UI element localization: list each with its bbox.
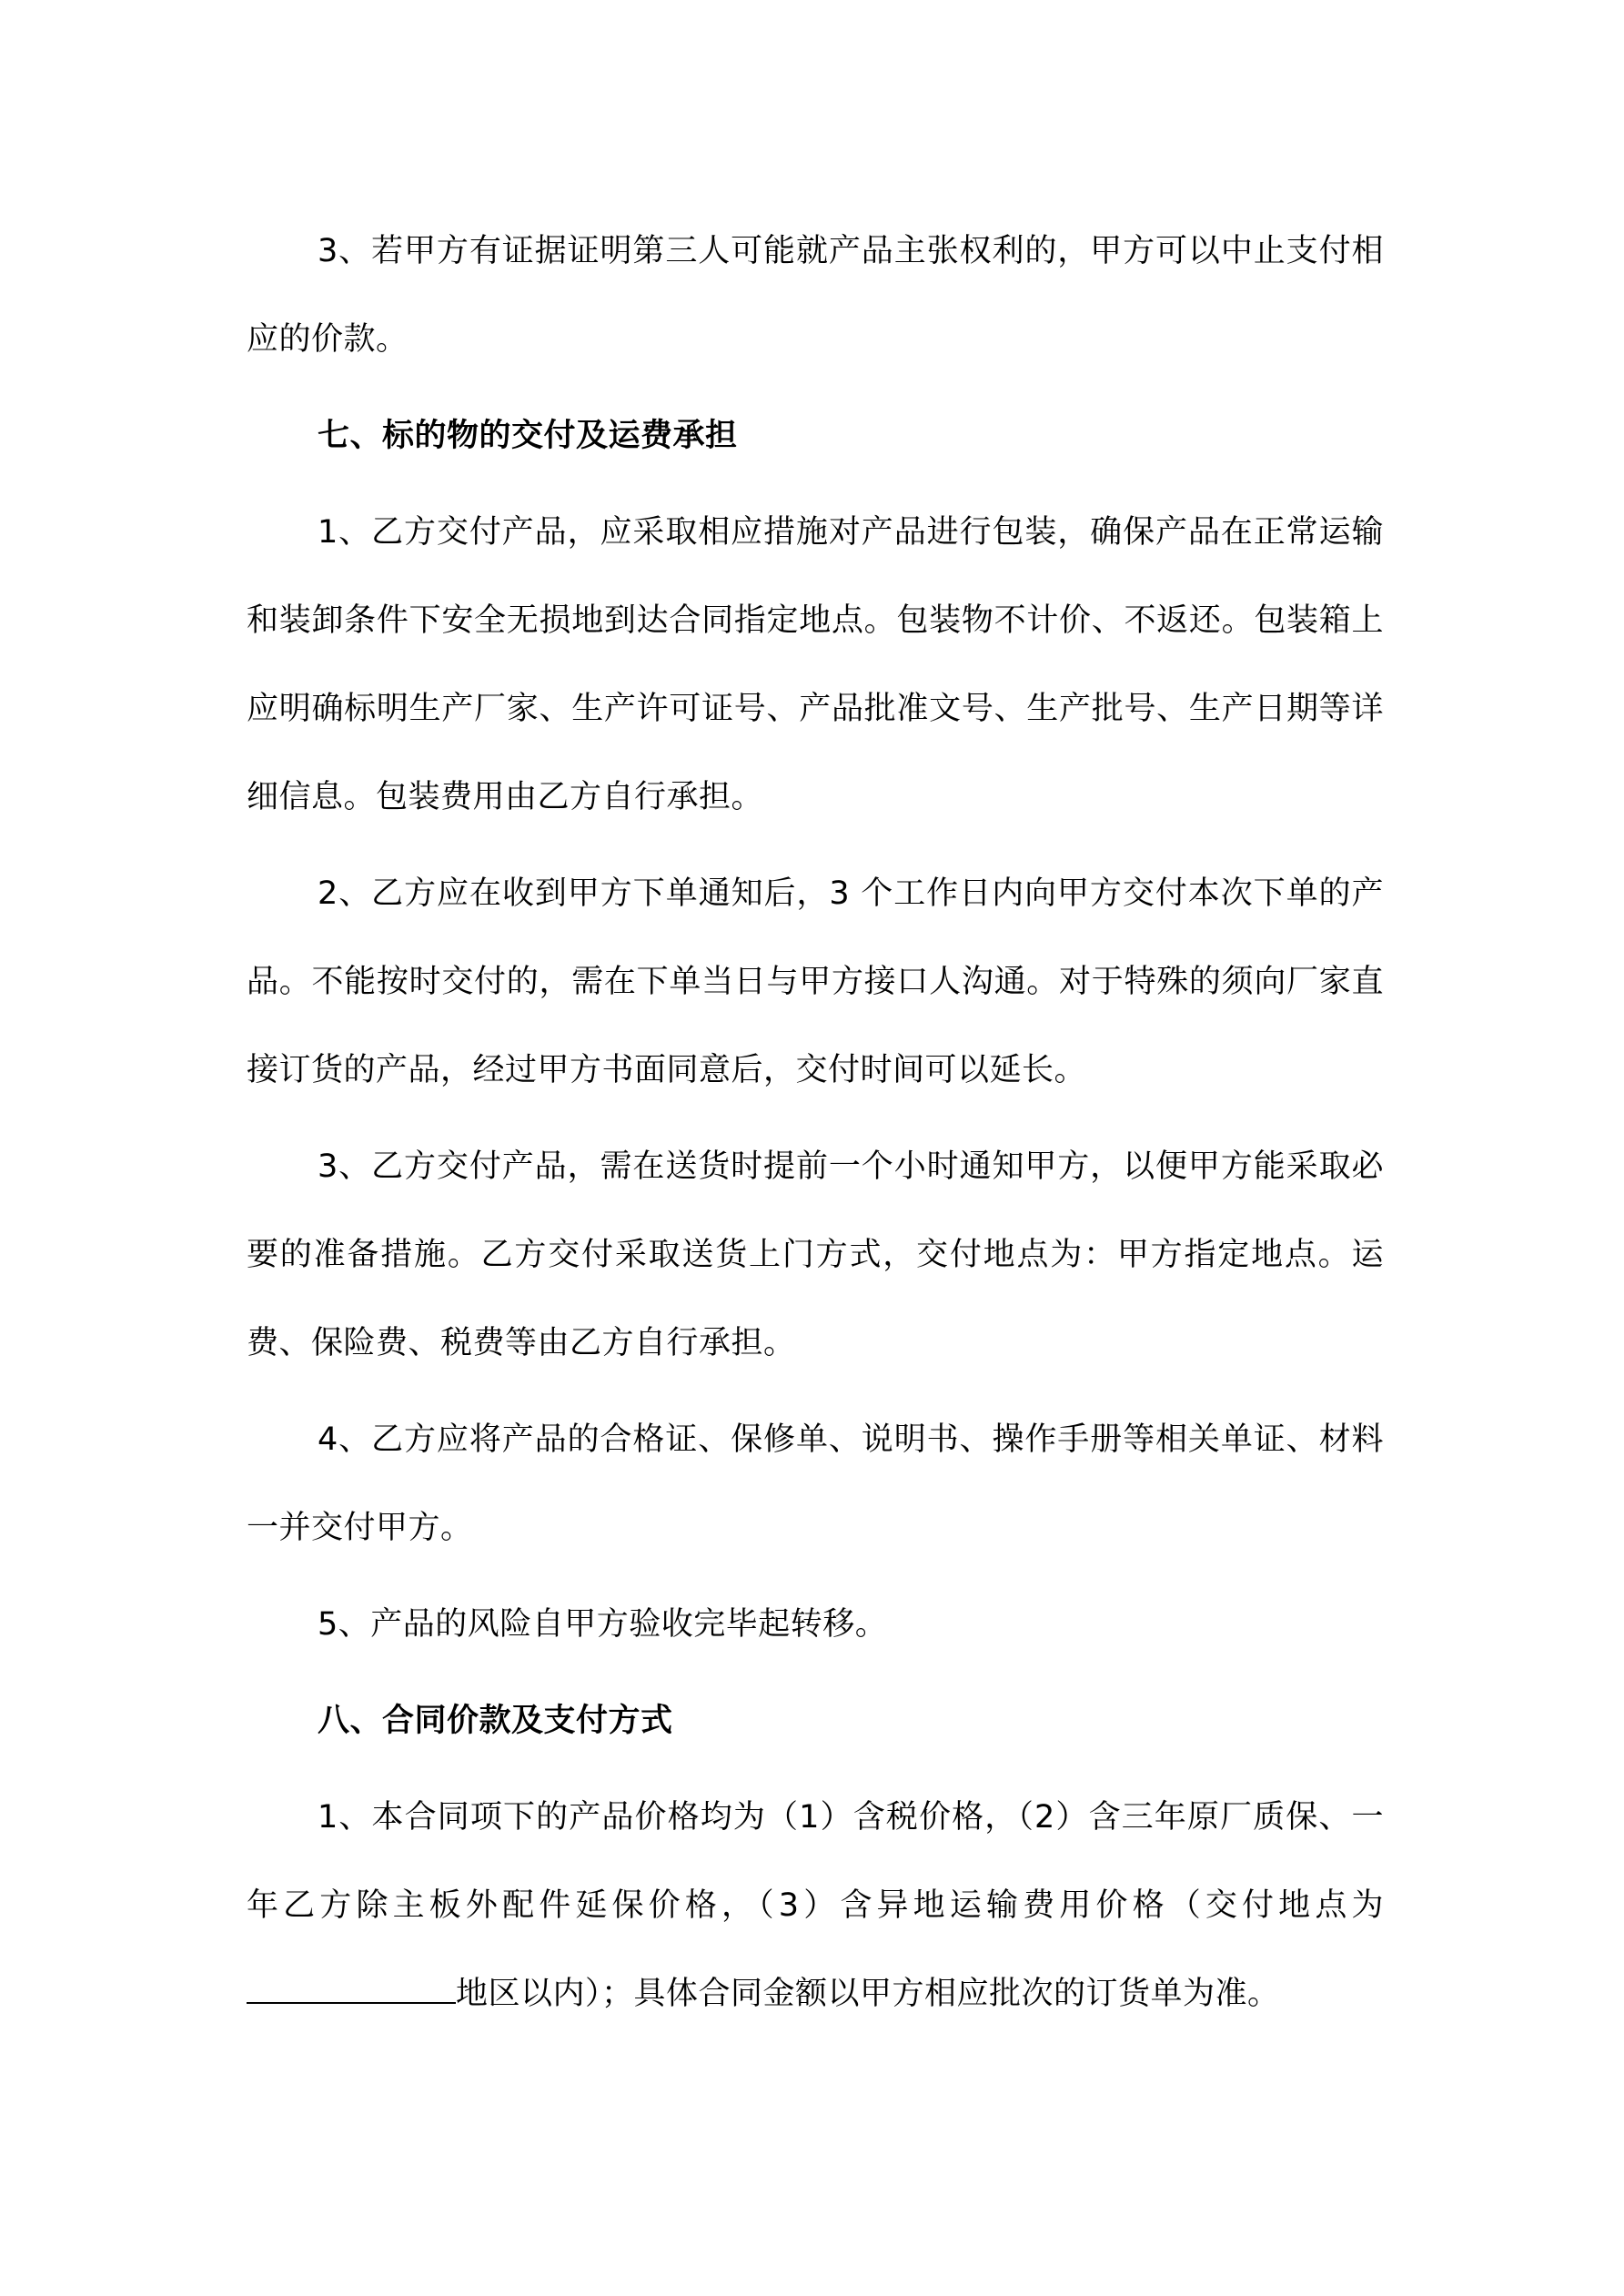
- clause-8-1-text-start: 1、本合同项下的产品价格均为（1）含税价格，（2）含三年原厂质保、一年乙方除主板外配件延保价格，（3）含异地运输费用价格（交付地点为: [247, 1799, 1384, 1924]
- clause-7-1: 1、乙方交付产品，应采取相应措施对产品进行包装，确保产品在正常运输和装卸条件下安全无损地到达合同指定地点。包装物不计价、不返还。包装箱上应明确标明生产厂家、生产许可证号、产品批准文号、生产批号、生产日期等详细信息。包装费用由乙方自行承担。: [247, 514, 1384, 815]
- clause-7-4: 4、乙方应将产品的合格证、保修单、说明书、操作手册等相关单证、材料一并交付甲方。: [247, 1421, 1384, 1546]
- delivery-location-blank: [247, 1975, 456, 2004]
- section-8-heading: 八、合同价款及支付方式: [318, 1703, 673, 1739]
- clause-6-3: 3、若甲方有证据证明第三人可能就产品主张权利的，甲方可以中止支付相应的价款。: [247, 233, 1384, 358]
- clause-7-2: 2、乙方应在收到甲方下单通知后，3 个工作日内向甲方交付本次下单的产品。不能按时交付的，需在下单当日与甲方接口人沟通。对于特殊的须向厂家直接订货的产品，经过甲方书面同意后，交付时间可以延长。: [247, 875, 1384, 1088]
- clause-7-3: 3、乙方交付产品，需在送货时提前一个小时通知甲方，以便甲方能采取必要的准备措施。乙方交付采取送货上门方式，交付地点为：甲方指定地点。运费、保险费、税费等由乙方自行承担。: [247, 1148, 1384, 1361]
- clause-8-1-text-end: 地区以内）；具体合同金额以甲方相应批次的订货单为准。: [456, 1976, 1280, 2012]
- clause-8-1: [247, 1774, 1384, 2038]
- clause-7-5: 5、产品的风险自甲方验收完毕起转移。: [318, 1606, 888, 1643]
- section-7-heading: 七、标的物的交付及运费承担: [318, 418, 738, 454]
- document-body: [247, 207, 1384, 2047]
